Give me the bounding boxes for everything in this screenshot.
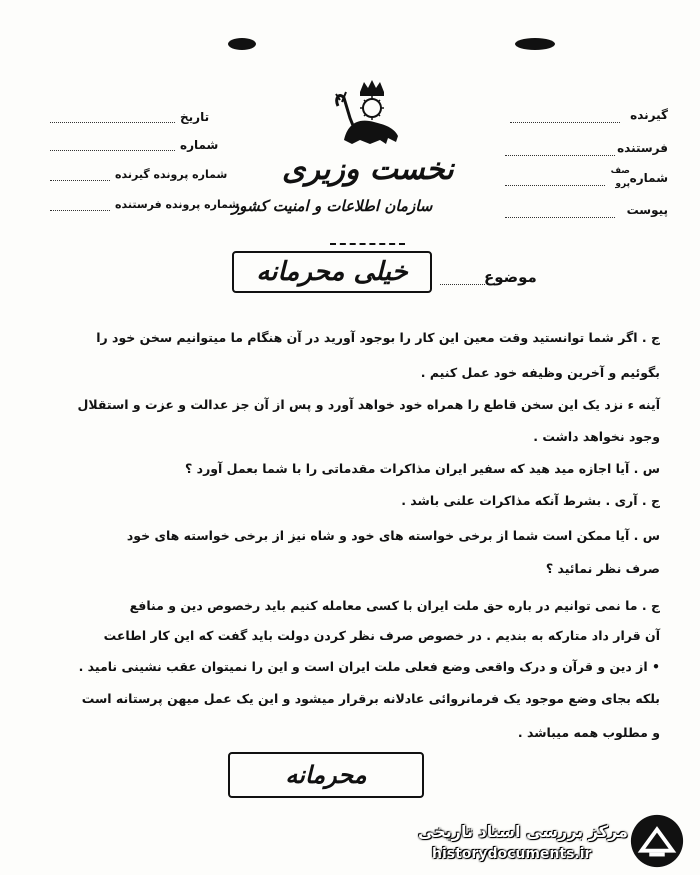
body-line: آینه ء نزد یک این سخن قاطع را همراه خود خواهد آورد و پس از آن جز عدالت و عزت و استقلال: [77, 397, 660, 412]
header-field-left-number-line: [50, 150, 175, 151]
header-field-number: شماره: [629, 171, 668, 185]
organization-name: سازمان اطلاعات و امنیت کشور: [232, 197, 433, 215]
header-field-sender-file-number: شماره پرونده فرستنده: [115, 198, 240, 211]
header-field-attachment-line: [505, 217, 615, 218]
footer-org-name: مرکز بررسی اسناد تاریخی: [418, 822, 628, 841]
header-field-date: تاریخ: [180, 110, 210, 124]
header-field-recipient: گیرنده: [630, 108, 668, 122]
header-field-sender: فرستنده: [617, 141, 668, 155]
body-line: ج . ما نمی توانیم در باره حق ملت ایران با کسی معامله کنیم باید رخصوص دین و منافع: [129, 598, 660, 613]
subject-line: [440, 284, 485, 285]
body-line: صرف نظر نمائید ؟: [545, 561, 660, 576]
header-number-sub-a: صف: [610, 166, 630, 176]
body-line: س . آیا اجازه مید هید که سفیر ایران مذاکرات مقدماتی را با شما بعمل آورد ؟: [185, 461, 660, 476]
body-line: بگوئیم و آخرین وظیفه خود عمل کنیم .: [420, 365, 660, 380]
organization-underline: [330, 243, 405, 245]
body-line: ج . اگر شما توانستید وقت معین این کار را بوجود آورید در آن هنگام ما میتوانیم سخن خود را: [96, 330, 660, 345]
header-field-number-line: [505, 185, 605, 186]
footer-url: historydocuments.ir: [432, 846, 592, 862]
lion-and-sun-emblem-icon: [330, 78, 410, 148]
header-field-sender-file-line: [50, 210, 110, 211]
header-field-recipient-line: [510, 122, 620, 123]
body-line: س . آیا ممکن است شما از برخی خواسته های خود و شاه نیز از برخی خواسته های خود: [126, 528, 660, 543]
body-line: • از دین و قرآن و درک واقعی وضع فعلی ملت ایران است و این را نمیتوان عقب نشینی نامید .: [78, 659, 660, 674]
document-title: نخست وزیری: [282, 152, 454, 187]
header-field-sender-line: [505, 155, 615, 156]
bottom-stamp-text: محرمانه: [285, 760, 367, 789]
body-line: بلکه بجای وضع موجود یک فرمانروائی عادلانه برقرار میشود و این یک عمل میهن پرستانه است: [81, 691, 660, 706]
header-number-sub-b: پرو: [615, 179, 630, 189]
body-line: و مطلوب همه میباشد .: [517, 725, 660, 740]
header-field-date-line: [50, 122, 175, 123]
header-field-recipient-file-line: [50, 180, 110, 181]
classification-stamp: خیلی محرمانه: [232, 251, 432, 293]
subject-label: موضوع: [484, 268, 537, 286]
top-ink-blot-right: [515, 38, 555, 50]
archive-logo-icon: [628, 812, 686, 870]
header-field-attachment: پیوست: [626, 203, 668, 217]
body-line: ج . آری . بشرط آنکه مذاکرات علنی باشد .: [401, 493, 660, 508]
bottom-classification-stamp: [228, 752, 424, 798]
header-field-left-number: شماره: [180, 138, 219, 152]
header-field-recipient-file-number: شماره پرونده گیرنده: [115, 168, 228, 181]
body-line: آن قرار داد متارکه به بندیم . در خصوص صرف نظر کردن دولت باید گفت که این کار اطاعت: [103, 628, 660, 643]
top-ink-blot-left: [228, 38, 256, 50]
body-line: وجود نخواهد داشت .: [533, 429, 660, 444]
